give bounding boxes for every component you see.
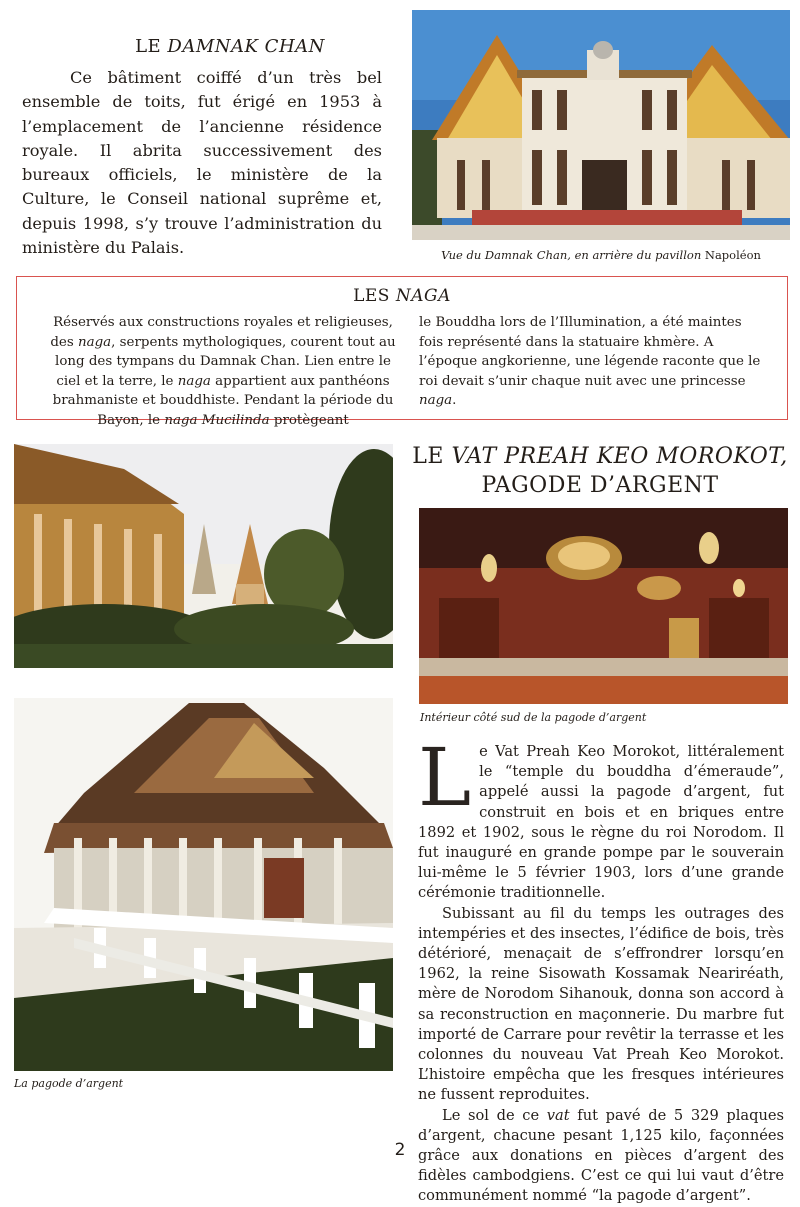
pagoda-interior-photo [419,508,788,704]
naga-text-run: naga Mucilinda [164,412,270,428]
drop-cap: L [418,731,472,824]
naga-text-run: appartient aux panthéons brahmaniste et bouddhiste. Pendant la période du Bayon, le [52,373,394,428]
naga-text-run: Réservés aux constructions royales et religieuses, des [50,315,393,350]
page-number: 2 [394,1140,406,1160]
palace-garden-photo [14,444,393,668]
naga-text-run: protègeant [269,412,349,428]
vat-preah-title: LE VAT PREAH KEO MOROKOT, PAGODE D’ARGENT [412,444,788,498]
naga-text-column-2 [419,313,763,411]
damnak-chan-paragraph: Ce bâtiment coiffé d’un très bel ensemble de toits, fut érigé en 1953 à l’emplacement de l’ancienne résidence royale. Il abrita successivement des bureaux officiels, le ministère de la Culture, le Conseil national suprême et, depuis 1998, s’y trouve l’administration du ministère du Palais. [22,68,382,258]
damnak-chan-title: LE DAMNAK CHAN [135,36,325,57]
interior-caption: Intérieur côté sud de la pagode d’argent [420,711,647,724]
article-paragraph-3: Le sol de ce vat fut pavé de 5 329 plaques d’argent, chacune pesant 1,125 kilo, façonnées grâce aux donations en pièces d’argent des fidèles cambodgiens. C’est ce qui lui vaut d’être communément nommé “la pagode d’argent”. [418,1106,784,1205]
article-paragraph-2: Subissant au fil du temps les outrages des intempéries et des insectes, l’édifice de bois, très détérioré, menaçait de s’effrondrer lorsqu’en 1962, la reine Sisowath Kossamak Neariréath, mère de Norodom Sihanouk, donna son accord à sa reconstruction en maçonnerie. Du marbre fut importé de Carrare pour revêtir la terrasse et les colonnes du nouveau Vat Preah Keo Morokot. L’histoire empêcha que les fresques intérieures ne fussent reproduites. [418,904,784,1104]
naga-text-run: . [452,393,457,408]
damnak-chan-photo [412,10,790,240]
vat-preah-article-body [418,731,784,1207]
naga-box-title: LES NAGA [353,286,451,306]
naga-info-box [16,276,788,428]
article-paragraph-1: Le Vat Preah Keo Morokot, littéralement le “temple du bouddha d’émeraude”, appelé aussi la pagode d’argent, fut construit en bois et en briques entre 1892 et 1902, sous le règne du roi Norodom. Il fut inauguré en grande pompe par le souverain lui-même le 5 février 1903, lors d’une grande cérémonie traditionnelle. [418,731,784,902]
naga-text-run: naga [177,373,211,389]
naga-text-run: le Bouddha lors de l’Illumination, a été maintes fois représenté dans la statuaire khmère. A l’époque angkorienne, une légende raconte que le roi devait s’unir chaque nuit avec une princesse [419,315,761,389]
naga-text-run: , serpents mythologiques, courent tout au long des tympans du Damnak Chan. Lien entre le ciel et la terre, le [55,334,396,389]
naga-text-run: naga [77,334,112,350]
damnak-chan-caption: Vue du Damnak Chan, en arrière du pavillon Napoléon [441,248,761,262]
silver-pagoda-photo [14,698,393,1071]
naga-text-column-1 [47,313,399,430]
naga-text-run: naga [419,393,453,408]
silver-pagoda-caption: La pagode d’argent [14,1077,124,1090]
